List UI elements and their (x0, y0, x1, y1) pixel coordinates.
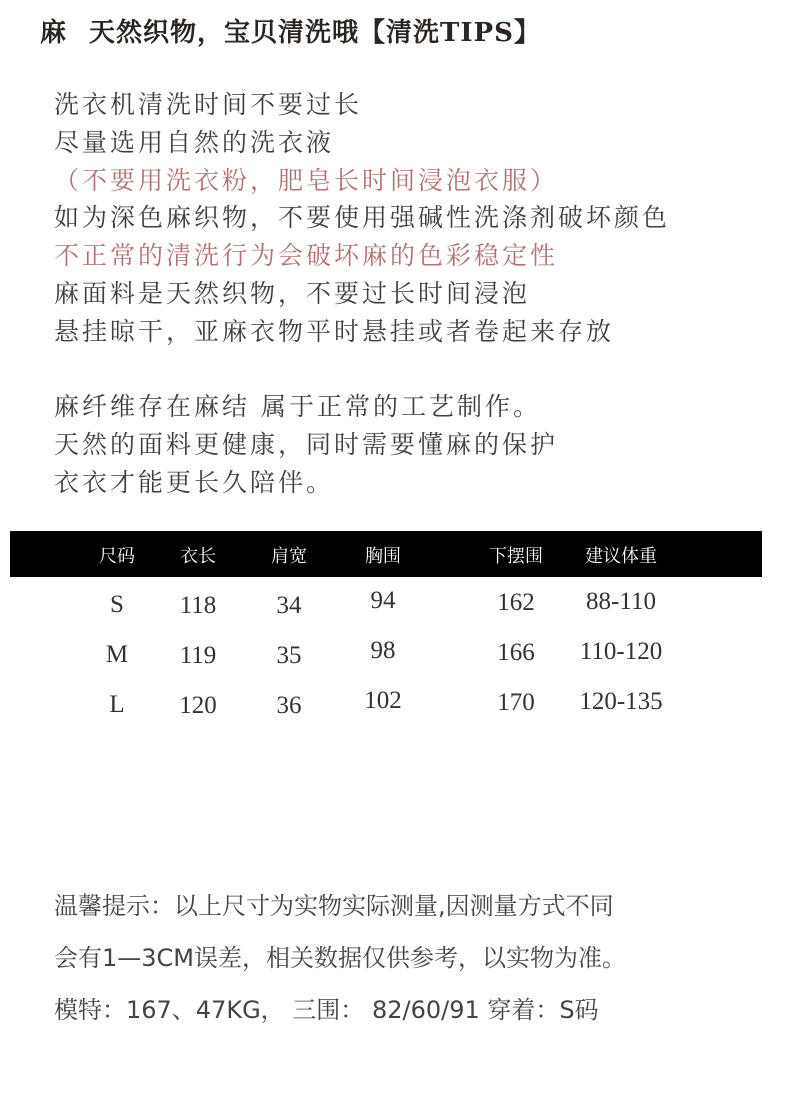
size-table-cell: 88-110 (586, 588, 656, 615)
notes (54, 880, 626, 1036)
care-line: 尽量选用自然的洗衣液 (54, 127, 335, 157)
size-table-cell: L (109, 691, 125, 718)
page-title (40, 12, 541, 49)
size-table-cell: 36 (276, 692, 302, 719)
size-table-header-cell: 建议体重 (585, 546, 657, 567)
title-fabric: 麻 (40, 18, 68, 48)
care-line: 天然的面料更健康，同时需要懂麻的保护 (54, 430, 559, 460)
size-table-cell: 119 (179, 642, 217, 669)
size-table-cell: S (110, 591, 124, 618)
size-table-cell: 102 (364, 687, 402, 714)
size-table-row (10, 677, 762, 727)
care-line: 麻面料是天然织物，不要过长时间浸泡 (54, 278, 531, 308)
size-table-cell: 120 (179, 692, 217, 719)
size-table-cell: 34 (276, 592, 302, 619)
size-table-header-cell: 下摆围 (489, 546, 543, 567)
size-table-cell: 110-120 (579, 638, 663, 665)
care-warning-line: （不要用洗衣粉，肥皂长时间浸泡衣服） (54, 165, 559, 195)
size-table (10, 531, 762, 727)
note-line: 温馨提示：以上尺寸为实物实际测量,因测量方式不同 (54, 892, 614, 920)
note-line: 会有1—3CM误差，相关数据仅供参考，以实物为准。 (54, 944, 627, 972)
care-tips (54, 86, 670, 502)
size-table-row (10, 627, 762, 677)
title-text: 天然织物，宝贝清洗哦【清洗TIPS】 (89, 18, 541, 48)
note-line: 模特：167、47KG， 三围： 82/60/91 穿着：S码 (54, 996, 599, 1024)
size-table-cell: 98 (370, 637, 396, 664)
size-table-header (10, 531, 762, 577)
size-table-cell: 120-135 (579, 688, 663, 715)
care-line: 衣衣才能更长久陪伴。 (54, 467, 335, 497)
size-table-cell: 162 (497, 589, 535, 616)
size-table-header-cell: 尺码 (99, 546, 135, 567)
care-line: 悬挂晾干，亚麻衣物平时悬挂或者卷起来存放 (54, 316, 615, 346)
size-table-cell: 94 (370, 587, 396, 614)
size-table-cell: 166 (497, 639, 535, 666)
size-table-cell: 170 (497, 689, 535, 716)
size-table-cell: M (105, 641, 129, 668)
size-table-header-cell: 衣长 (180, 546, 216, 567)
care-line: 如为深色麻织物，不要使用强碱性洗涤剂破坏颜色 (54, 203, 671, 233)
care-spacer (54, 351, 670, 389)
size-table-cell: 118 (179, 592, 217, 619)
size-table-cell: 35 (276, 642, 302, 669)
size-table-body (10, 577, 762, 727)
size-table-header-cell: 胸围 (365, 546, 401, 567)
size-table-row (10, 577, 762, 627)
size-table-header-cell: 肩宽 (271, 546, 307, 567)
care-line: 麻纤维存在麻结 属于正常的工艺制作。 (54, 392, 541, 422)
care-warning-line: 不正常的清洗行为会破坏麻的色彩稳定性 (54, 241, 559, 271)
care-line: 洗衣机清洗时间不要过长 (54, 90, 363, 119)
